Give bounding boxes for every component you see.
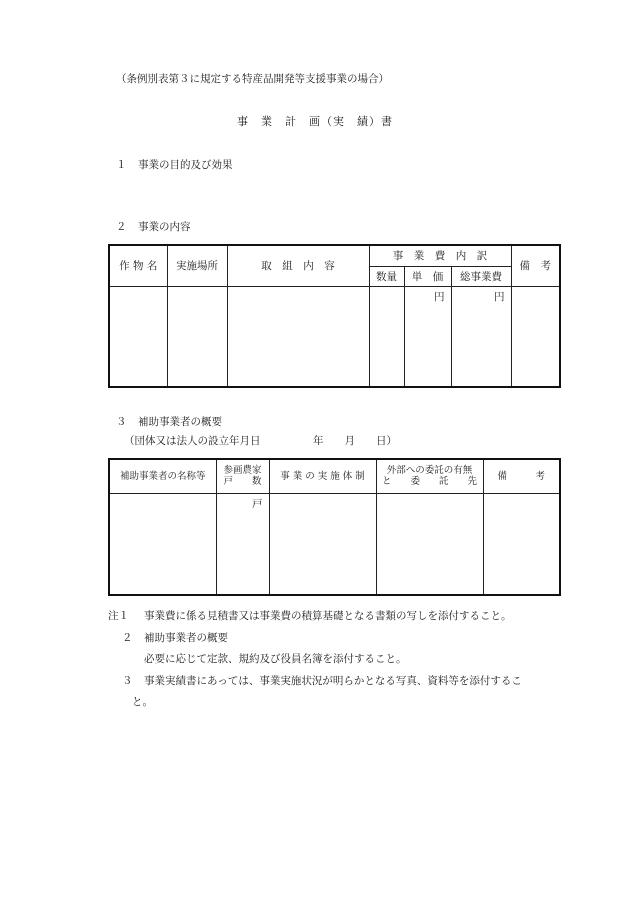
header-content: 取 組 内 容 [227,245,369,286]
note-1-text: 事業費に係る見積書又は事業費の積算基礎となる書類の写しを添付すること。 [144,610,512,622]
operator-overview-table [108,458,561,596]
cell-unit-price[interactable] [404,286,451,387]
section-1-number: １ [116,159,127,171]
section-1-heading [116,157,233,172]
section-2-heading [116,219,191,234]
document-title: 事 業 計 画（実 績）書 [237,115,393,128]
header-farm-households [216,459,269,493]
section-3-heading [116,414,222,429]
cell-quantity[interactable] [369,286,404,387]
header-unit-price: 単 価 [404,266,451,286]
note-3-continuation: と。 [132,696,153,708]
yen-total-label: 円 [494,290,505,303]
header-outsourcing-line2: と 委 託 先 [381,476,477,488]
note-3-text: 事業実績書にあっては、事業実施状況が明らかとなる写真、資料等を添付するこ [144,675,522,687]
header-total-cost: 総事業費 [451,266,511,286]
cell-crop-name[interactable] [109,286,167,387]
cell-place[interactable] [167,286,227,387]
note-2 [122,630,228,645]
header-remarks-2: 備 考 [483,459,560,493]
header-outsourcing [376,459,483,493]
header-quantity: 数量 [369,266,404,286]
section-3-number: ３ [116,416,127,428]
header-crop-name: 作 物 名 [109,245,167,286]
cell-remarks-2[interactable] [483,493,560,595]
section-1-label: 事業の目的及び効果 [138,159,233,171]
cell-operator-name[interactable] [109,493,216,595]
header-cost-breakdown: 事 業 費 内 訳 [369,245,511,266]
header-outsourcing-line1: 外部への委託の有無 [386,465,473,477]
cell-content[interactable] [227,286,369,387]
form-caption: （条例別表第３に規定する特産品開発等支援事業の場合） [116,73,389,85]
note-3 [122,673,522,688]
header-place: 実施場所 [167,245,227,286]
note-1 [108,608,512,623]
note-3-prefix: ３ [122,675,133,687]
cell-outsourcing[interactable] [376,493,483,595]
cell-remarks[interactable] [511,286,560,387]
note-1-prefix: 注１ [108,610,129,622]
section-2-number: ２ [116,221,127,233]
header-farm-households-line1: 参画農家 [223,465,262,477]
header-operator-name: 補助事業者の名称等 [109,459,216,493]
project-content-table [108,244,561,388]
yen-unit-label: 円 [434,290,445,303]
section-2-label: 事業の内容 [138,221,191,233]
header-farm-households-line2: 戸 数 [223,476,262,488]
note-2-prefix: ２ [122,632,133,644]
households-unit-label: 戸 [252,497,263,510]
cell-farm-households[interactable] [216,493,269,595]
cell-implementation-system[interactable] [269,493,376,595]
cell-total-cost[interactable] [451,286,511,387]
header-implementation-system: 事 業 の 実 施 体 制 [269,459,376,493]
note-2-detail: 必要に応じて定款、規約及び役員名簿を添付すること。 [144,653,407,665]
note-2-text: 補助事業者の概要 [144,632,228,644]
section-3-label: 補助事業者の概要 [138,416,222,428]
establishment-date-line: （団体又は法人の設立年月日 年 月 日） [124,435,397,447]
header-remarks: 備 考 [511,245,560,286]
